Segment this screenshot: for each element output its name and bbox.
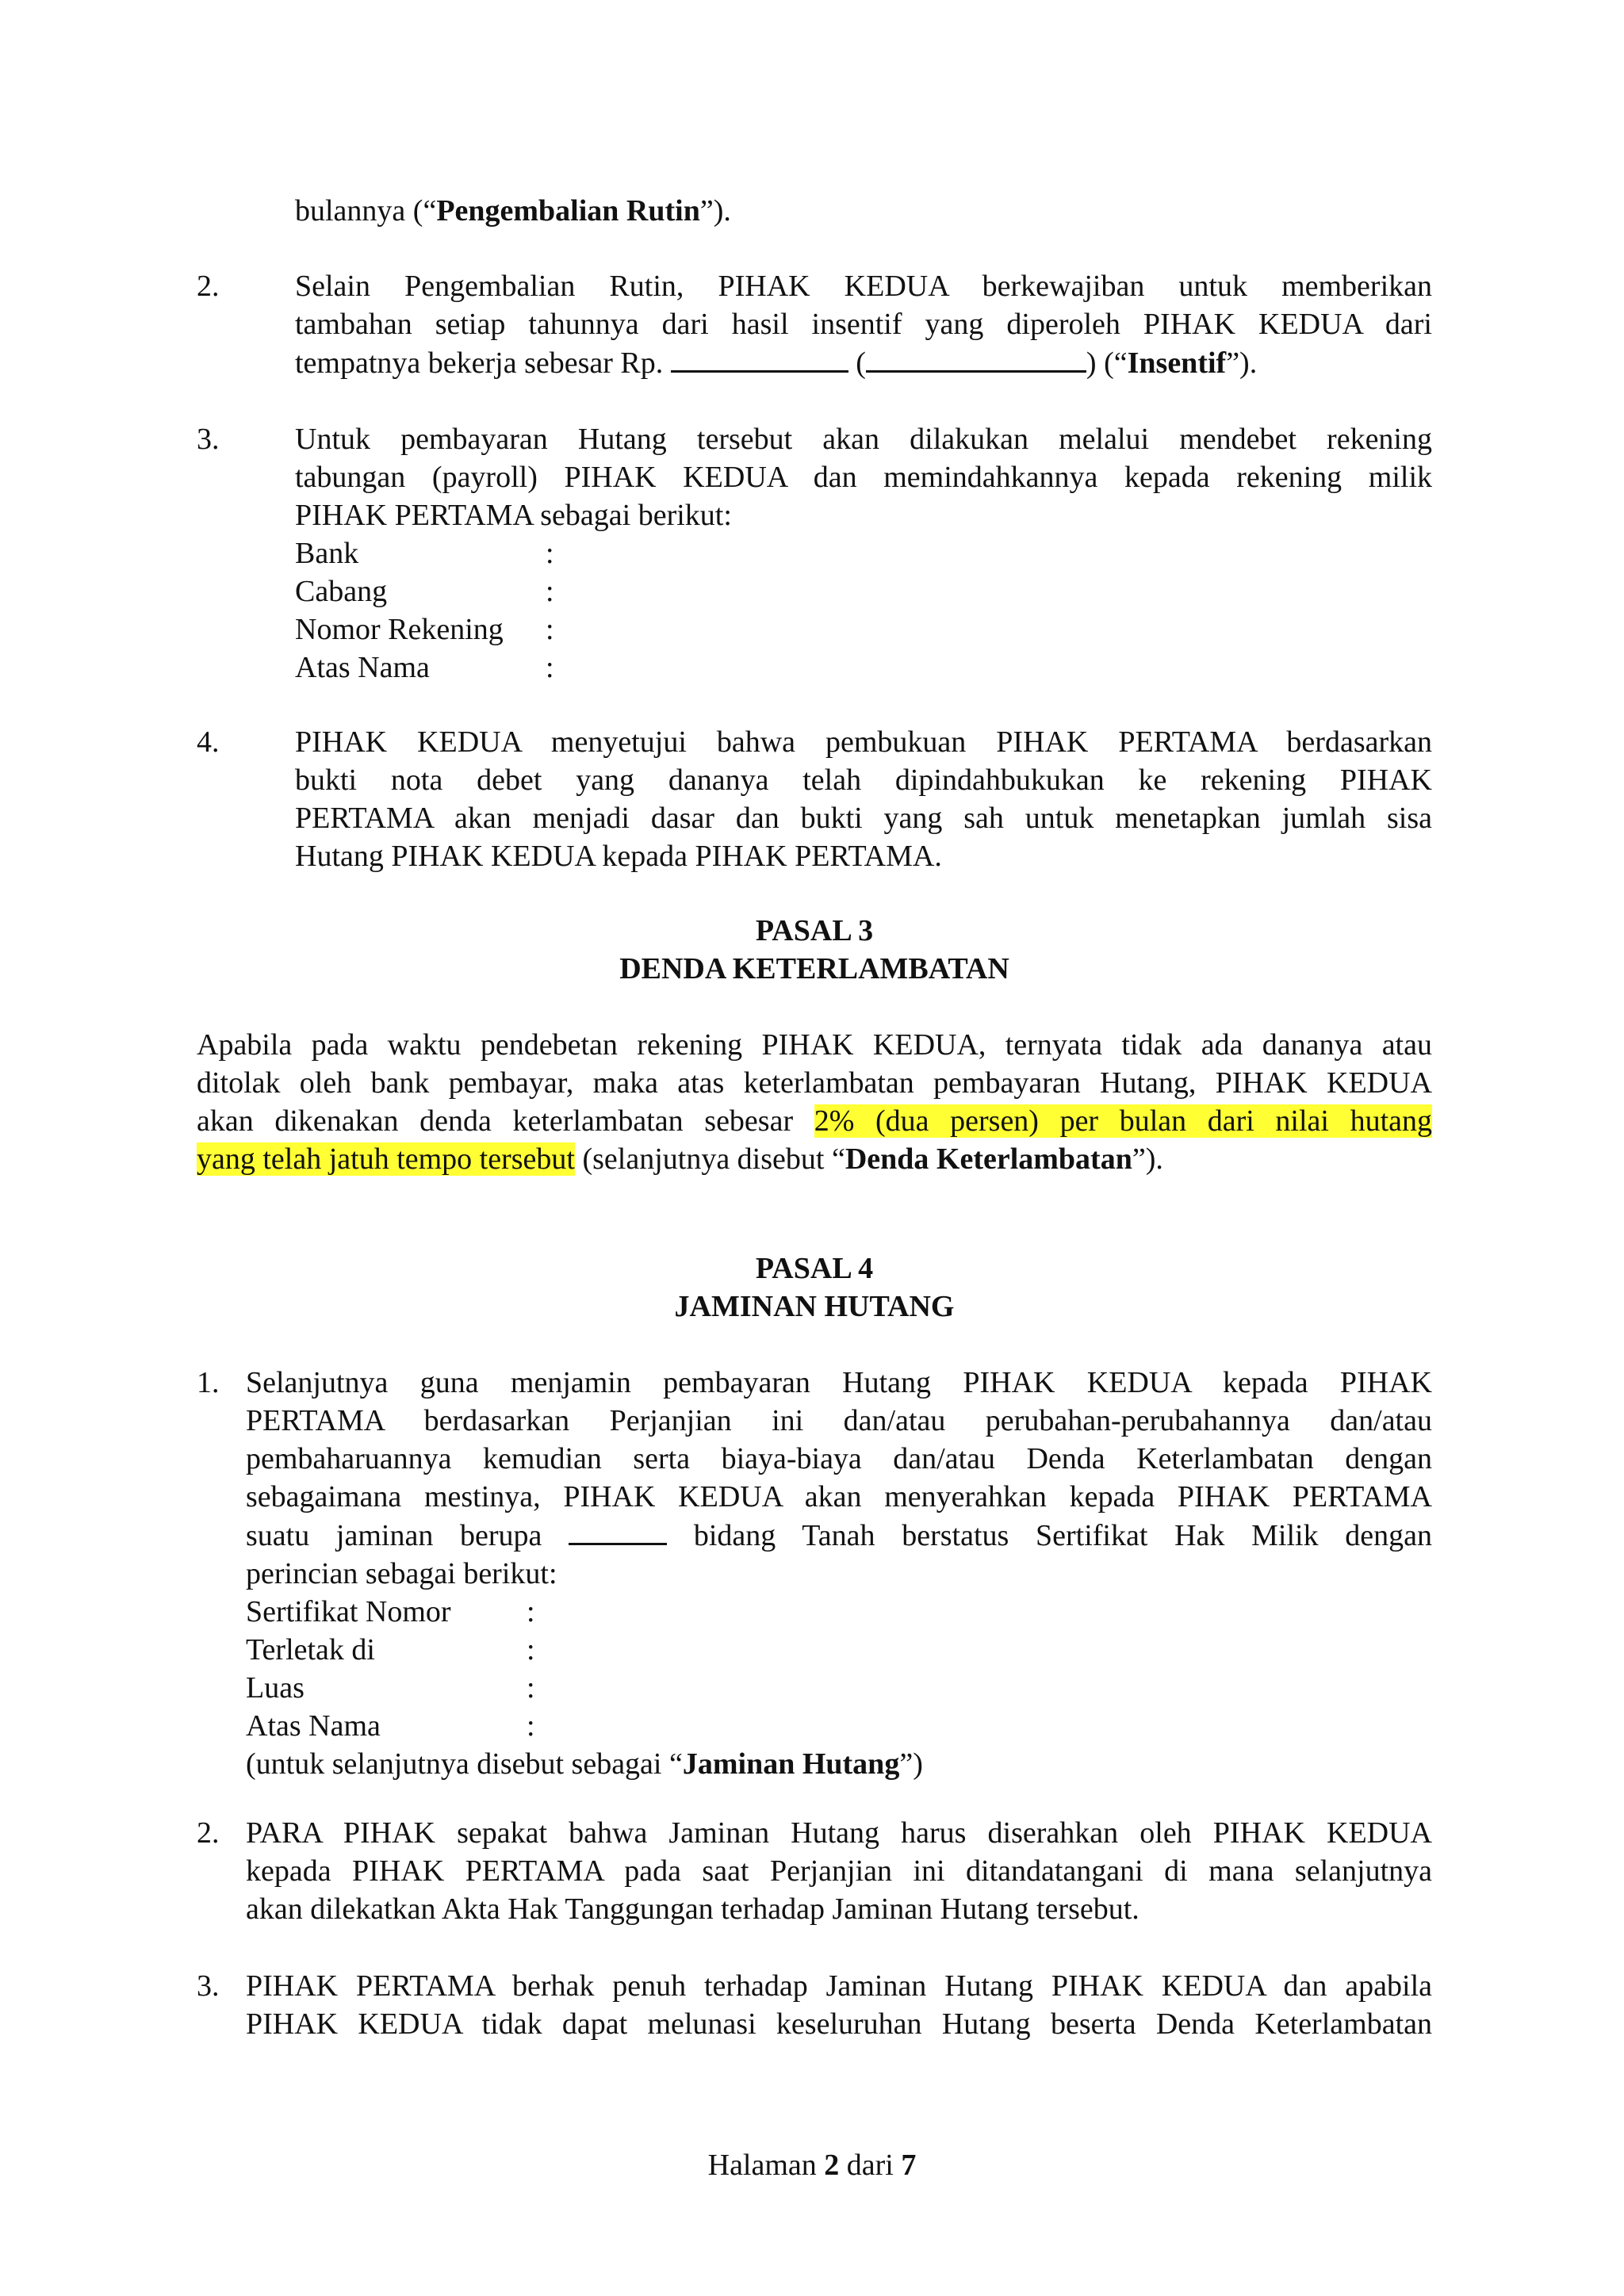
insentif-term: Insentif xyxy=(1127,346,1227,380)
item-body xyxy=(295,267,1432,382)
item-line: Selanjutnya guna menjamin pembayaran Hutang PIHAK KEDUA kepada PIHAK xyxy=(246,1366,1432,1399)
page-footer xyxy=(0,2146,1624,2184)
item-body xyxy=(295,723,1432,875)
amount-blank[interactable] xyxy=(671,343,848,373)
field-sep: : xyxy=(527,1595,535,1628)
paragraph-line xyxy=(197,1102,1432,1140)
denda-suffix: ”). xyxy=(1132,1142,1163,1176)
continuation-suffix: ”). xyxy=(699,194,731,228)
section-heading-pasal-4 xyxy=(197,1249,1432,1326)
insentif-suffix: ”). xyxy=(1226,346,1258,380)
item-number: 4. xyxy=(197,725,220,759)
amount-words-blank[interactable] xyxy=(866,343,1086,373)
item-line: sebagaimana mestinya, PIHAK KEDUA akan menyerahkan kepada PIHAK PERTAMA xyxy=(246,1480,1432,1513)
paragraph-line: Apabila pada waktu pendebetan rekening PIHAK KEDUA, ternyata tidak ada dananya atau xyxy=(197,1028,1432,1062)
field-sep: : xyxy=(527,1709,535,1743)
item-line: PERTAMA akan menjadi dasar dan bukti yang sah untuk menetapkan jumlah sisa xyxy=(295,802,1432,835)
field-label: Cabang xyxy=(295,575,388,608)
list-item xyxy=(197,1814,1432,1928)
item-line: Hutang PIHAK KEDUA kepada PIHAK PERTAMA. xyxy=(295,840,942,873)
item-line: PERTAMA berdasarkan Perjanjian ini dan/atau perubahan-perubahannya dan/atau xyxy=(246,1404,1432,1437)
field-sep: : xyxy=(546,613,554,646)
item-line: perincian sebagai berikut: xyxy=(246,1557,557,1590)
closing-term: Jaminan Hutang xyxy=(682,1747,900,1781)
closing-prefix: (untuk selanjutnya disebut sebagai “ xyxy=(246,1747,683,1781)
item-line xyxy=(246,1516,1432,1555)
item-line xyxy=(295,343,1432,382)
section-title: DENDA KETERLAMBATAN xyxy=(619,952,1009,985)
field-sep: : xyxy=(527,1671,535,1705)
item-line xyxy=(246,1745,1432,1783)
insentif-mid: ) (“ xyxy=(1086,346,1128,380)
field-sep: : xyxy=(546,651,554,684)
item-line: akan dilekatkan Akta Hak Tanggungan terhadap Jaminan Hutang tersebut. xyxy=(246,1892,1139,1926)
certificate-fields xyxy=(246,1593,1432,1745)
continuation-prefix: bulannya (“ xyxy=(295,194,437,228)
jaminan-prefix: suatu jaminan berupa xyxy=(246,1519,542,1552)
list-item xyxy=(197,1364,1432,1783)
quantity-blank[interactable] xyxy=(569,1516,667,1545)
item-line: PIHAK KEDUA menyetujui bahwa pembukuan PIHAK PERTAMA berdasarkan xyxy=(295,725,1432,759)
jaminan-suffix: bidang Tanah berstatus Sertifikat Hak Milik dengan xyxy=(693,1519,1433,1552)
paragraph-line: ditolak oleh bank pembayar, maka atas keterlambatan pembayaran Hutang, PIHAK KEDUA xyxy=(197,1066,1432,1100)
item-body xyxy=(246,1814,1432,1928)
field-label: Nomor Rekening xyxy=(295,613,504,646)
item-line: tabungan (payroll) PIHAK KEDUA dan memindahkannya kepada rekening milik xyxy=(295,461,1432,494)
section-number: PASAL 3 xyxy=(755,914,874,947)
field-sep: : xyxy=(546,537,554,570)
footer-prefix: Halaman xyxy=(707,2149,825,2182)
item-line: Selain Pengembalian Rutin, PIHAK KEDUA berkewajiban untuk memberikan xyxy=(295,270,1432,303)
item-body xyxy=(246,1967,1432,2043)
field-sep: : xyxy=(527,1633,535,1667)
paragraph-denda xyxy=(197,1026,1432,1178)
continuation-term: Pengembalian Rutin xyxy=(436,194,700,228)
insentif-prefix: tempatnya bekerja sebesar Rp. xyxy=(295,346,664,380)
item-line: PIHAK PERTAMA sebagai berikut: xyxy=(295,499,732,532)
item-line: tambahan setiap tahunnya dari hasil insentif yang diperoleh PIHAK KEDUA dari xyxy=(295,308,1432,341)
denda-term: Denda Keterlambatan xyxy=(845,1142,1132,1176)
current-page-number: 2 xyxy=(824,2149,840,2182)
list-item xyxy=(197,267,1432,382)
field-label: Atas Nama xyxy=(246,1709,381,1743)
item-line: PIHAK PERTAMA berhak penuh terhadap Jaminan Hutang PIHAK KEDUA dan apabila xyxy=(246,1969,1432,2003)
item-line: pembaharuannya kemudian serta biaya-biaya dan/atau Denda Keterlambatan dengan xyxy=(246,1442,1432,1475)
closing-suffix: ”) xyxy=(899,1747,923,1781)
item-number: 3. xyxy=(197,1969,220,2003)
section-number: PASAL 4 xyxy=(755,1252,874,1285)
item-line: Untuk pembayaran Hutang tersebut akan dilakukan melalui mendebet rekening xyxy=(295,423,1432,456)
field-label: Luas xyxy=(246,1671,304,1705)
list-item xyxy=(197,420,1432,687)
field-label: Atas Nama xyxy=(295,651,430,684)
item-line: PARA PIHAK sepakat bahwa Jaminan Hutang harus diserahkan oleh PIHAK KEDUA xyxy=(246,1816,1432,1850)
denda-prefix: akan dikenakan denda keterlambatan sebesar xyxy=(197,1104,794,1138)
field-label: Terletak di xyxy=(246,1633,375,1667)
highlighted-text: 2% (dua persen) per bulan dari nilai hutang xyxy=(814,1104,1432,1138)
item-line: PIHAK KEDUA tidak dapat melunasi keseluruhan Hutang beserta Denda Keterlambatan xyxy=(246,2007,1432,2041)
item-number: 1. xyxy=(197,1366,220,1399)
item-line: bukti nota debet yang dananya telah dipindahbukukan ke rekening PIHAK xyxy=(295,763,1432,797)
footer-middle: dari xyxy=(839,2149,902,2182)
total-page-number: 7 xyxy=(901,2149,917,2182)
list-item xyxy=(197,1967,1432,2043)
bank-fields xyxy=(295,534,1432,687)
paragraph-line xyxy=(197,1140,1432,1178)
field-label: Sertifikat Nomor xyxy=(246,1595,451,1628)
highlighted-text: yang telah jatuh tempo tersebut xyxy=(197,1142,575,1176)
item-body xyxy=(246,1364,1432,1783)
section-heading-pasal-3 xyxy=(197,912,1432,988)
list-item xyxy=(197,723,1432,875)
continuation-line xyxy=(295,192,1432,230)
item-body xyxy=(295,420,1432,687)
denda-mid: (selanjutnya disebut “ xyxy=(574,1142,845,1176)
field-sep: : xyxy=(546,575,554,608)
insentif-open: ( xyxy=(856,346,866,380)
field-label: Bank xyxy=(295,537,359,570)
section-title: JAMINAN HUTANG xyxy=(674,1290,955,1323)
item-number: 2. xyxy=(197,270,220,303)
item-number: 2. xyxy=(197,1816,220,1850)
item-number: 3. xyxy=(197,423,220,456)
item-line: kepada PIHAK PERTAMA pada saat Perjanjian ini ditandatangani di mana selanjutnya xyxy=(246,1854,1432,1888)
